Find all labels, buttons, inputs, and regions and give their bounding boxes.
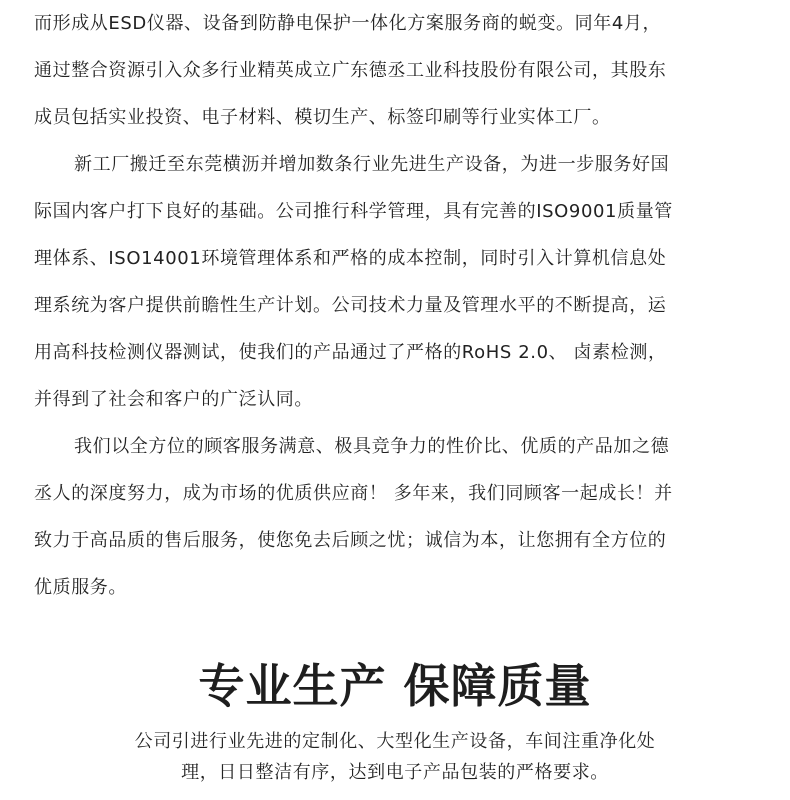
description-line: 理，日日整洁有序，达到电子产品包装的严格要求。 (181, 762, 609, 783)
paragraph-line: 成员包括实业投资、电子材料、模切生产、标签印刷等行业实体工厂。 (34, 107, 611, 128)
paragraph-line: 理体系、ISO14001环境管理体系和严格的成本控制，同时引入计算机信息处 (34, 248, 667, 269)
paragraph-line: 而形成从ESD仪器、设备到防静电保护一体化方案服务商的蜕变。同年4月， (34, 13, 662, 34)
paragraph-line: 致力于高品质的售后服务，使您免去后顾之忧；诚信为本，让您拥有全方位的 (34, 530, 667, 551)
paragraph-line: 新工厂搬迁至东莞横沥并增加数条行业先进生产设备，为进一步服务好国 (74, 154, 670, 175)
intro-text (34, 0, 756, 611)
paragraph-service (34, 423, 756, 611)
section-heading: 专业生产 保障质量 (198, 659, 592, 713)
paragraph-line: 丞人的深度努力，成为市场的优质供应商！ 多年来，我们同顾客一起成长！并 (34, 483, 673, 504)
description-line: 公司引进行业先进的定制化、大型化生产设备，车间注重净化处 (134, 731, 656, 752)
paragraph-line: 并得到了社会和客户的广泛认同。 (34, 389, 313, 410)
paragraph-line: 际国内客户打下良好的基础。公司推行科学管理，具有完善的ISO9001质量管 (34, 201, 673, 222)
paragraph-line: 通过整合资源引入众多行业精英成立广东德丞工业科技股份有限公司，其股东 (34, 60, 667, 81)
paragraph-transformation (34, 0, 756, 141)
paragraph-line: 优质服务。 (34, 577, 127, 598)
section-description (0, 726, 790, 788)
paragraph-line: 理系统为客户提供前瞻性生产计划。公司技术力量及管理水平的不断提高，运 (34, 295, 667, 316)
paragraph-new-factory (34, 141, 756, 423)
paragraph-line: 用高科技检测仪器测试，使我们的产品通过了严格的RoHS 2.0、 卤素检测， (34, 342, 667, 363)
paragraph-line: 我们以全方位的顾客服务满意、极具竞争力的性价比、优质的产品加之德 (74, 436, 670, 457)
